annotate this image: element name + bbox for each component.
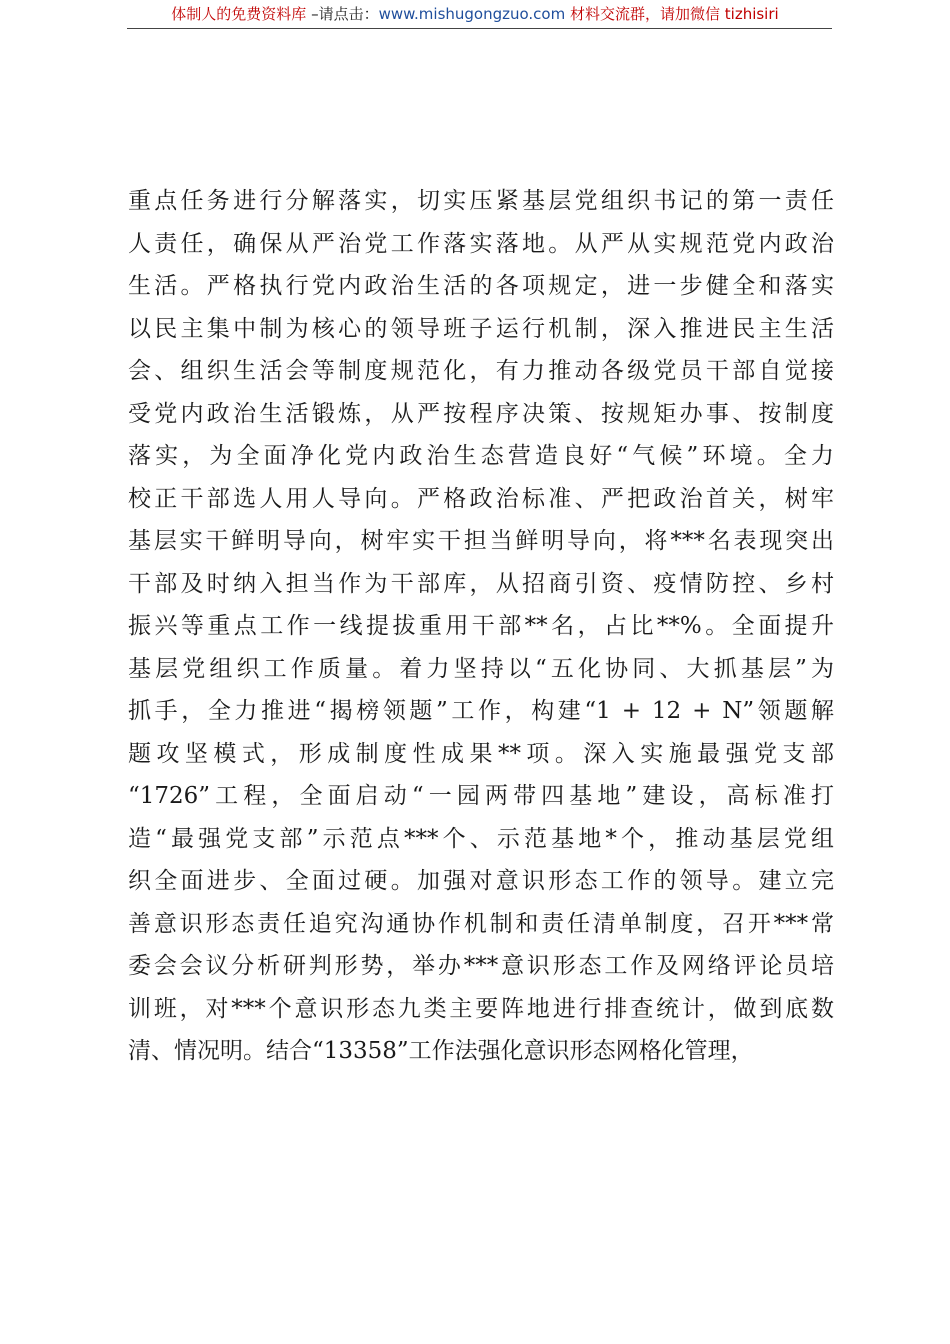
header-url-link[interactable]: www.mishugongzuo.com bbox=[378, 5, 566, 23]
body-line: 人责任，确保从严治党工作落实落地。从严从实规范党内政治 bbox=[128, 230, 834, 257]
body-line: 重点任务进行分解落实，切实压紧基层党组织书记的第一责任 bbox=[128, 188, 834, 214]
header-brand: 体制人的免费资料库 bbox=[171, 5, 307, 23]
body-line: 织全面进步、全面过硬。加强对意识形态工作的领导。建立完 bbox=[128, 868, 834, 894]
body-line: 受党内政治生活锻炼，从严按程序决策、按规矩办事、按制度 bbox=[128, 400, 834, 427]
body-line: 基层实干鲜明导向，树牢实干担当鲜明导向，将***名表现突出 bbox=[128, 528, 834, 554]
body-line: 会、组织生活会等制度规范化，有力推动各级党员干部自觉接 bbox=[128, 358, 834, 384]
body-line: 以民主集中制为核心的领导班子运行机制，深入推进民主生活 bbox=[128, 315, 834, 342]
header-divider bbox=[127, 28, 832, 29]
body-line: 生活。严格执行党内政治生活的各项规定，进一步健全和落实 bbox=[128, 273, 834, 299]
body-line: 训班，对***个意识形态九类主要阵地进行排查统计，做到底数 bbox=[128, 995, 834, 1022]
body-line: 干部及时纳入担当作为干部库，从招商引资、疫情防控、乡村 bbox=[128, 570, 834, 597]
body-line: 基层党组织工作质量。着力坚持以“五化协同、大抓基层”为 bbox=[128, 655, 834, 682]
body-line: 校正干部选人用人导向。严格政治标准、严把政治首关，树牢 bbox=[128, 485, 834, 512]
body-line: 落实，为全面净化党内政治生态营造良好“气候”环境。全力 bbox=[128, 443, 834, 469]
body-line: 抓手，全力推进“揭榜领题”工作，构建“1 + 12 + N”领题解 bbox=[128, 698, 834, 724]
body-line: 清、情况明。结合“13358”工作法强化意识形态网格化管理， bbox=[128, 1038, 754, 1064]
document-body bbox=[128, 180, 834, 1073]
body-line: 委会会议分析研判形势，举办***意识形态工作及网络评论员培 bbox=[128, 953, 834, 979]
body-line: “1726”工程，全面启动“一园两带四基地”建设，高标准打 bbox=[128, 783, 834, 809]
header-prompt: –请点击： bbox=[306, 5, 379, 23]
body-line: 造“最强党支部”示范点***个、示范基地*个，推动基层党组 bbox=[128, 825, 834, 852]
page-header bbox=[0, 4, 950, 24]
body-line: 振兴等重点工作一线提拔重用干部**名，占比**%。全面提升 bbox=[128, 613, 834, 639]
body-line: 题攻坚模式，形成制度性成果**项。深入实施最强党支部 bbox=[128, 740, 834, 767]
header-wechat-note: 材料交流群，请加微信 tizhisiri bbox=[565, 5, 779, 23]
body-line: 善意识形态责任追究沟通协作机制和责任清单制度，召开***常 bbox=[128, 910, 834, 937]
